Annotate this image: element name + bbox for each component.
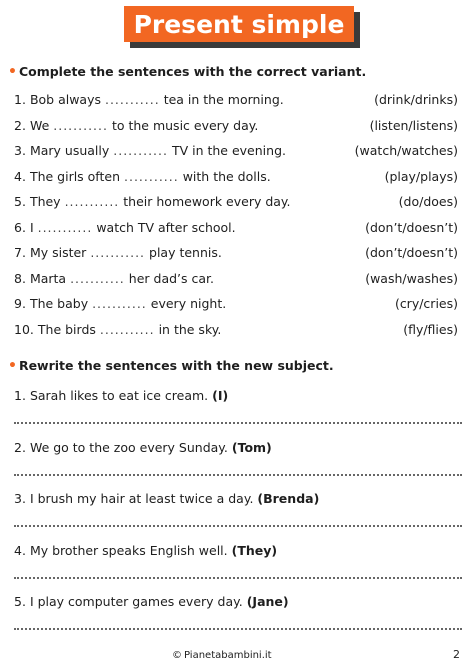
item-number: 1. (14, 388, 26, 403)
new-subject: (I) (212, 388, 229, 403)
source-sentence: My brother speaks English well. (29, 542, 228, 558)
item-number: 6. (14, 219, 26, 235)
answer-gap[interactable]: ........... (37, 219, 93, 235)
site-name: Pianetabambini.it (184, 650, 272, 661)
sentence-end: in the sky. (158, 321, 222, 337)
verb-options: (don’t/doesn’t) (365, 219, 458, 235)
answer-gap[interactable]: ........... (90, 245, 146, 260)
verb-options: (drink/drinks) (374, 92, 458, 107)
rewrite-sentence (14, 594, 289, 609)
exercise-row (14, 296, 462, 316)
footer (0, 650, 474, 666)
exercise-row (14, 194, 462, 214)
sentence-start: Bob always (29, 92, 101, 107)
exercise-row (14, 245, 462, 265)
source-sentence: I brush my hair at least twice a day. (29, 491, 254, 506)
sentence-end: to the music every day. (111, 117, 259, 133)
sentence-start: We (29, 117, 50, 133)
footer-site (172, 650, 272, 661)
section2-heading (8, 358, 334, 374)
exercise-sentence (14, 296, 226, 311)
sentence-start: Marta (29, 270, 67, 286)
new-subject: (They) (231, 542, 278, 558)
exercise-row (14, 220, 462, 240)
source-sentence: We go to the zoo every Sunday. (29, 439, 228, 455)
verb-options: (don’t/doesn’t) (365, 245, 458, 260)
copyright-icon: © (172, 650, 182, 661)
verb-options: (do/does) (398, 194, 458, 209)
verb-options: (fly/flies) (403, 321, 458, 337)
section1-instruction: Complete the sentences with the correct variant. (18, 64, 367, 79)
item-number: 9. (14, 296, 26, 311)
verb-options: (cry/cries) (394, 296, 458, 311)
item-number: 4. (14, 168, 26, 184)
item-number: 3. (14, 143, 26, 158)
item-number: 3. (14, 491, 26, 506)
sentence-end: watch TV after school. (96, 219, 236, 235)
rewrite-sentence (14, 543, 277, 558)
verb-options: (watch/watches) (354, 143, 458, 158)
exercise-sentence (14, 92, 284, 107)
sentence-end: their homework every day. (123, 194, 291, 209)
sentence-end: her dad’s car. (128, 270, 214, 286)
item-number: 8. (14, 270, 26, 286)
item-number: 2. (14, 439, 26, 455)
exercise-row (14, 118, 462, 138)
answer-gap[interactable]: ........... (99, 321, 155, 337)
sentence-end: every night. (150, 296, 227, 311)
item-number: 5. (14, 594, 26, 609)
exercise-sentence (14, 143, 286, 158)
exercise-sentence (14, 194, 291, 209)
item-number: 10. (14, 321, 34, 337)
sentence-start: My sister (29, 245, 87, 260)
answer-gap[interactable]: ........... (124, 168, 179, 184)
exercise-sentence (14, 322, 221, 337)
exercise-row (14, 143, 462, 163)
rewrite-sentence (14, 491, 319, 506)
bullet-icon: • (8, 358, 17, 374)
item-number: 1. (14, 92, 26, 107)
answer-line[interactable] (14, 577, 462, 579)
answer-line[interactable] (14, 525, 462, 527)
sentence-end: play tennis. (149, 245, 222, 260)
verb-options: (play/plays) (384, 168, 458, 184)
sentence-start: I (29, 219, 34, 235)
section2-instruction: Rewrite the sentences with the new subject. (18, 358, 334, 373)
exercise-row (14, 92, 462, 112)
exercise-sentence (14, 271, 214, 286)
exercise-sentence (14, 118, 258, 133)
section1-heading (8, 64, 366, 80)
sentence-end: TV in the evening. (171, 143, 286, 158)
source-sentence: Sarah likes to eat ice cream. (29, 388, 209, 403)
bullet-icon: • (8, 64, 17, 80)
sentence-start: Mary usually (29, 143, 110, 158)
item-number: 2. (14, 117, 26, 133)
answer-gap[interactable]: ........... (64, 194, 120, 209)
answer-gap[interactable]: ........... (53, 117, 108, 133)
exercise-row (14, 322, 462, 342)
page-number: 2 (453, 648, 460, 661)
title-box (124, 6, 360, 46)
item-number: 5. (14, 194, 26, 209)
sentence-end: with the dolls. (182, 168, 271, 184)
item-number: 4. (14, 542, 26, 558)
answer-gap[interactable]: ........... (113, 143, 168, 158)
new-subject: (Jane) (246, 594, 289, 609)
exercise-row (14, 271, 462, 291)
answer-line[interactable] (14, 422, 462, 424)
page-title: Present simple (124, 6, 354, 42)
item-number: 7. (14, 245, 26, 260)
sentence-start: The baby (29, 296, 89, 311)
verb-options: (listen/listens) (369, 117, 458, 133)
answer-line[interactable] (14, 628, 462, 630)
rewrite-sentence (14, 388, 228, 403)
exercise-row (14, 169, 462, 189)
exercise-sentence (14, 220, 236, 235)
exercise-sentence (14, 169, 271, 184)
answer-gap[interactable]: ........... (70, 270, 125, 286)
rewrite-sentence (14, 440, 272, 455)
answer-line[interactable] (14, 474, 462, 476)
new-subject: (Tom) (231, 439, 272, 455)
answer-gap[interactable]: ........... (104, 92, 160, 107)
sentence-end: tea in the morning. (163, 92, 284, 107)
new-subject: (Brenda) (257, 491, 320, 506)
verb-options: (wash/washes) (365, 270, 458, 286)
source-sentence: I play computer games every day. (29, 594, 243, 609)
answer-gap[interactable]: ........... (92, 296, 147, 311)
sentence-start: The girls often (29, 168, 121, 184)
sentence-start: The birds (37, 321, 96, 337)
exercise-sentence (14, 245, 222, 260)
sentence-start: They (29, 194, 61, 209)
